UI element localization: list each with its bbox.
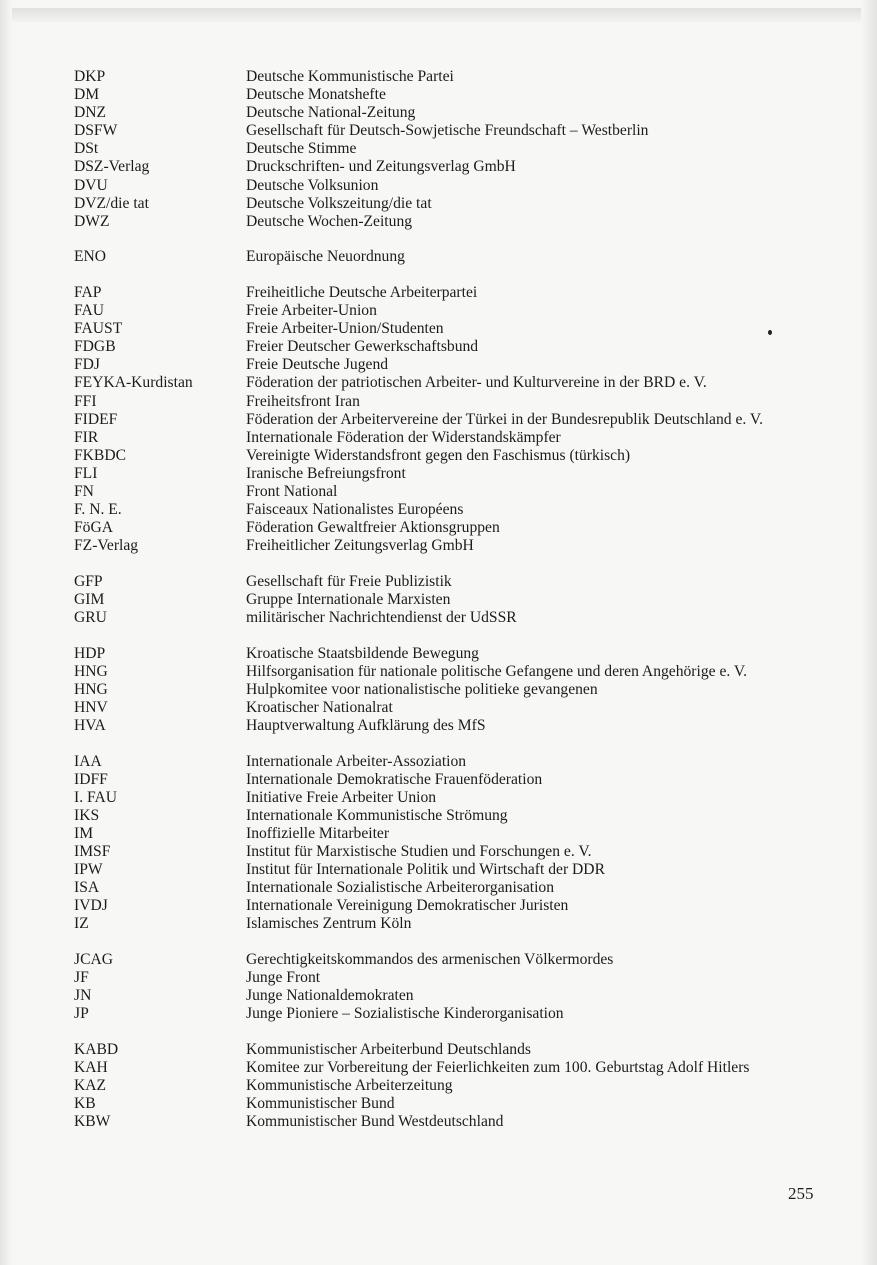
abbreviation: HNG	[74, 680, 108, 698]
abbreviation: FFI	[74, 392, 97, 410]
abbreviation: IKS	[74, 806, 100, 824]
letter-group-e	[74, 248, 854, 266]
abbreviation-entry	[74, 447, 854, 465]
letter-group-g	[74, 573, 854, 627]
abbreviation-entry	[74, 356, 854, 374]
abbreviation: FAP	[74, 283, 102, 301]
abbreviation-meaning: Internationale Arbeiter-Assoziation	[246, 752, 467, 770]
abbreviation-meaning: Gerechtigkeitskommandos des armenischen Völkermordes	[246, 951, 614, 969]
page-number: 255	[788, 1184, 814, 1203]
abbreviation-meaning: Internationale Demokratische Frauenföderation	[246, 770, 543, 788]
abbreviation-meaning: Kroatischer Nationalrat	[246, 698, 393, 716]
abbreviation: FN	[74, 482, 94, 500]
abbreviation: GFP	[74, 572, 103, 590]
abbreviation-entry	[74, 1059, 854, 1077]
abbreviation-entry	[74, 663, 854, 681]
abbreviation: FLI	[74, 464, 98, 482]
page-top-edge-shadow	[10, 8, 868, 22]
abbreviation-entry	[74, 897, 854, 915]
abbreviation-entry	[74, 1095, 854, 1113]
abbreviation: DSZ-Verlag	[74, 158, 150, 176]
abbreviation-meaning: Institut für Marxistische Studien und Forschungen e. V.	[246, 843, 592, 861]
abbreviation-entry	[74, 861, 854, 879]
abbreviation-meaning: Deutsche Kommunistische Partei	[246, 68, 454, 85]
abbreviation-entry	[74, 429, 854, 447]
abbreviation-meaning: Kroatische Staatsbildende Bewegung	[246, 644, 479, 662]
abbreviation-entry	[74, 411, 854, 429]
abbreviation-meaning: Freiheitsfront Iran	[246, 392, 360, 410]
abbreviation-entry	[74, 699, 854, 717]
abbreviation-entry	[74, 987, 854, 1005]
abbreviation-meaning: Deutsche Volkszeitung/die tat	[246, 194, 432, 212]
abbreviation-list	[74, 68, 854, 1149]
abbreviation-meaning: Freie Arbeiter-Union/Studenten	[246, 320, 444, 338]
abbreviation-entry	[74, 717, 854, 735]
letter-group-f	[74, 284, 854, 555]
abbreviation: FIR	[74, 428, 99, 446]
abbreviation-entry	[74, 591, 854, 609]
abbreviation-entry	[74, 122, 854, 140]
abbreviation-meaning: Freiheitlicher Zeitungsverlag GmbH	[246, 537, 474, 555]
abbreviation-entry	[74, 177, 854, 195]
abbreviation-meaning: Kommunistischer Bund	[246, 1095, 395, 1113]
abbreviation-meaning: Islamisches Zentrum Köln	[246, 915, 412, 933]
abbreviation-meaning: Faisceaux Nationalistes Européens	[246, 501, 464, 519]
abbreviation-meaning: Freie Deutsche Jugend	[246, 356, 389, 374]
abbreviation-meaning: Kommunistischer Bund Westdeutschland	[246, 1113, 504, 1131]
abbreviation: HNG	[74, 662, 108, 680]
abbreviation: F. N. E.	[74, 501, 122, 519]
abbreviation-meaning: Hauptverwaltung Aufklärung des MfS	[246, 717, 486, 734]
abbreviation-meaning: Front National	[246, 482, 338, 500]
abbreviation: KABD	[74, 1040, 119, 1058]
abbreviation: HVA	[74, 717, 106, 734]
abbreviation: HDP	[74, 644, 106, 662]
abbreviation: KAH	[74, 1059, 108, 1076]
abbreviation-entry	[74, 320, 854, 338]
abbreviation: DSFW	[74, 122, 118, 140]
abbreviation: GIM	[74, 590, 105, 608]
abbreviation-entry	[74, 86, 854, 104]
abbreviation-entry	[74, 753, 854, 771]
abbreviation-entry	[74, 483, 854, 501]
abbreviation: HNV	[74, 698, 108, 716]
abbreviation-meaning: Vereinigte Widerstandsfront gegen den Faschismus (türkisch)	[246, 446, 631, 464]
abbreviation-entry	[74, 519, 854, 537]
letter-group-k	[74, 1041, 854, 1131]
abbreviation: FöGA	[74, 519, 113, 537]
abbreviation-meaning: Initiative Freie Arbeiter Union	[246, 788, 437, 806]
abbreviation-meaning: Föderation der patriotischen Arbeiter- und Kulturvereine in der BRD e. V.	[246, 374, 707, 392]
abbreviation: JCAG	[74, 951, 113, 969]
abbreviation-meaning: Junge Pioniere – Sozialistische Kinderorganisation	[246, 1005, 564, 1023]
abbreviation-meaning: Gruppe Internationale Marxisten	[246, 590, 451, 608]
abbreviation-entry	[74, 195, 854, 213]
abbreviation-meaning: Freie Arbeiter-Union	[246, 302, 377, 320]
abbreviation-meaning: militärischer Nachrichtendienst der UdSSR	[246, 609, 517, 627]
abbreviation: FIDEF	[74, 410, 118, 428]
abbreviation: JP	[74, 1005, 89, 1023]
abbreviation-meaning: Deutsche Monatshefte	[246, 86, 386, 104]
abbreviation: ENO	[74, 248, 107, 266]
abbreviation: FDGB	[74, 338, 116, 356]
abbreviation-meaning: Internationale Kommunistische Strömung	[246, 806, 508, 824]
abbreviation: DSt	[74, 140, 99, 158]
abbreviation-meaning: Gesellschaft für Deutsch-Sowjetische Freundschaft – Westberlin	[246, 122, 649, 140]
abbreviation-entry	[74, 284, 854, 302]
abbreviation-meaning: Föderation Gewaltfreier Aktionsgruppen	[246, 519, 500, 537]
abbreviation: DM	[74, 86, 100, 104]
abbreviation-entry	[74, 338, 854, 356]
abbreviation: IM	[74, 824, 94, 842]
abbreviation-entry	[74, 789, 854, 807]
abbreviation: FAUST	[74, 320, 123, 338]
abbreviation: KBW	[74, 1113, 111, 1131]
abbreviation: JN	[74, 987, 92, 1005]
abbreviation-entry	[74, 374, 854, 392]
abbreviation: IVDJ	[74, 897, 108, 915]
abbreviation-meaning: Deutsche Volksunion	[246, 176, 379, 194]
abbreviation-entry	[74, 915, 854, 933]
abbreviation-entry	[74, 213, 854, 231]
letter-group-i	[74, 753, 854, 934]
abbreviation-meaning: Komitee zur Vorbereitung der Feierlichkeiten zum 100. Geburtstag Adolf Hitlers	[246, 1059, 750, 1076]
abbreviation: DNZ	[74, 104, 107, 122]
abbreviation-entry	[74, 573, 854, 591]
abbreviation-entry	[74, 393, 854, 411]
page-right-edge-shadow	[861, 0, 877, 1265]
abbreviation-entry	[74, 104, 854, 122]
abbreviation-entry	[74, 1041, 854, 1059]
abbreviation-entry	[74, 465, 854, 483]
abbreviation: GRU	[74, 609, 107, 627]
abbreviation-meaning: Inoffizielle Mitarbeiter	[246, 824, 390, 842]
abbreviation: DKP	[74, 68, 106, 85]
abbreviation-meaning: Hilfsorganisation für nationale politische Gefangene und deren Angehörige e. V.	[246, 662, 748, 680]
abbreviation-meaning: Europäische Neuordnung	[246, 248, 405, 266]
abbreviation-entry	[74, 771, 854, 789]
abbreviation-entry	[74, 969, 854, 987]
abbreviation-meaning: Junge Nationaldemokraten	[246, 987, 414, 1005]
abbreviation-entry	[74, 1077, 854, 1095]
abbreviation-entry	[74, 951, 854, 969]
abbreviation-entry	[74, 879, 854, 897]
abbreviation-entry	[74, 1113, 854, 1131]
page-left-edge-shadow	[0, 0, 12, 1265]
abbreviation: FAU	[74, 302, 105, 320]
abbreviation-entry	[74, 1005, 854, 1023]
abbreviation-entry	[74, 807, 854, 825]
abbreviation-meaning: Föderation der Arbeitervereine der Türkei in der Bundesrepublik Deutschland e. V.	[246, 410, 764, 428]
abbreviation-meaning: Internationale Föderation der Widerstandskämpfer	[246, 428, 561, 446]
abbreviation: IPW	[74, 861, 103, 879]
abbreviation: IZ	[74, 915, 89, 933]
abbreviation: IAA	[74, 752, 102, 770]
abbreviation-meaning: Deutsche Stimme	[246, 140, 357, 158]
abbreviation-meaning: Freiheitliche Deutsche Arbeiterpartei	[246, 283, 478, 301]
abbreviation-entry	[74, 645, 854, 663]
abbreviation-entry	[74, 681, 854, 699]
abbreviation-entry	[74, 501, 854, 519]
abbreviation-meaning: Hulpkomitee voor nationalistische politieke gevangenen	[246, 680, 598, 698]
abbreviation-meaning: Kommunistischer Arbeiterbund Deutschlands	[246, 1040, 531, 1058]
letter-group-j	[74, 951, 854, 1023]
abbreviation: ISA	[74, 879, 100, 897]
abbreviation: I. FAU	[74, 788, 118, 806]
abbreviation-meaning: Deutsche National-Zeitung	[246, 104, 416, 122]
abbreviation-meaning: Kommunistische Arbeiterzeitung	[246, 1077, 453, 1095]
abbreviation-entry	[74, 609, 854, 627]
abbreviation-meaning: Internationale Sozialistische Arbeiterorganisation	[246, 879, 555, 897]
abbreviation-meaning: Junge Front	[246, 969, 321, 987]
abbreviation-entry	[74, 140, 854, 158]
abbreviation-entry	[74, 302, 854, 320]
abbreviation-meaning: Institut für Internationale Politik und Wirtschaft der DDR	[246, 861, 605, 879]
abbreviation: IDFF	[74, 770, 108, 788]
abbreviation-entry	[74, 248, 854, 266]
abbreviation-entry	[74, 537, 854, 555]
letter-group-d	[74, 68, 854, 231]
abbreviation: JF	[74, 969, 89, 987]
abbreviation-entry	[74, 843, 854, 861]
abbreviation: DWZ	[74, 212, 110, 230]
abbreviation: IMSF	[74, 843, 111, 861]
abbreviation-meaning: Gesellschaft für Freie Publizistik	[246, 572, 452, 590]
abbreviation: FDJ	[74, 356, 101, 374]
abbreviation: DVU	[74, 176, 108, 194]
abbreviation-meaning: Iranische Befreiungsfront	[246, 464, 406, 482]
abbreviation-meaning: Freier Deutscher Gewerkschaftsbund	[246, 338, 479, 356]
abbreviation: FEYKA-Kurdistan	[74, 374, 193, 392]
abbreviation-entry	[74, 158, 854, 176]
abbreviation: KAZ	[74, 1077, 107, 1095]
abbreviation: FZ-Verlag	[74, 537, 139, 555]
abbreviation-entry	[74, 68, 854, 86]
abbreviation-meaning: Internationale Vereinigung Demokratischer Juristen	[246, 897, 569, 915]
abbreviation: FKBDC	[74, 446, 126, 464]
abbreviation-meaning: Druckschriften- und Zeitungsverlag GmbH	[246, 158, 516, 176]
abbreviation: KB	[74, 1095, 96, 1113]
abbreviation-meaning: Deutsche Wochen-Zeitung	[246, 212, 413, 230]
abbreviation-entry	[74, 825, 854, 843]
letter-group-h	[74, 645, 854, 735]
abbreviation: DVZ/die tat	[74, 194, 149, 212]
